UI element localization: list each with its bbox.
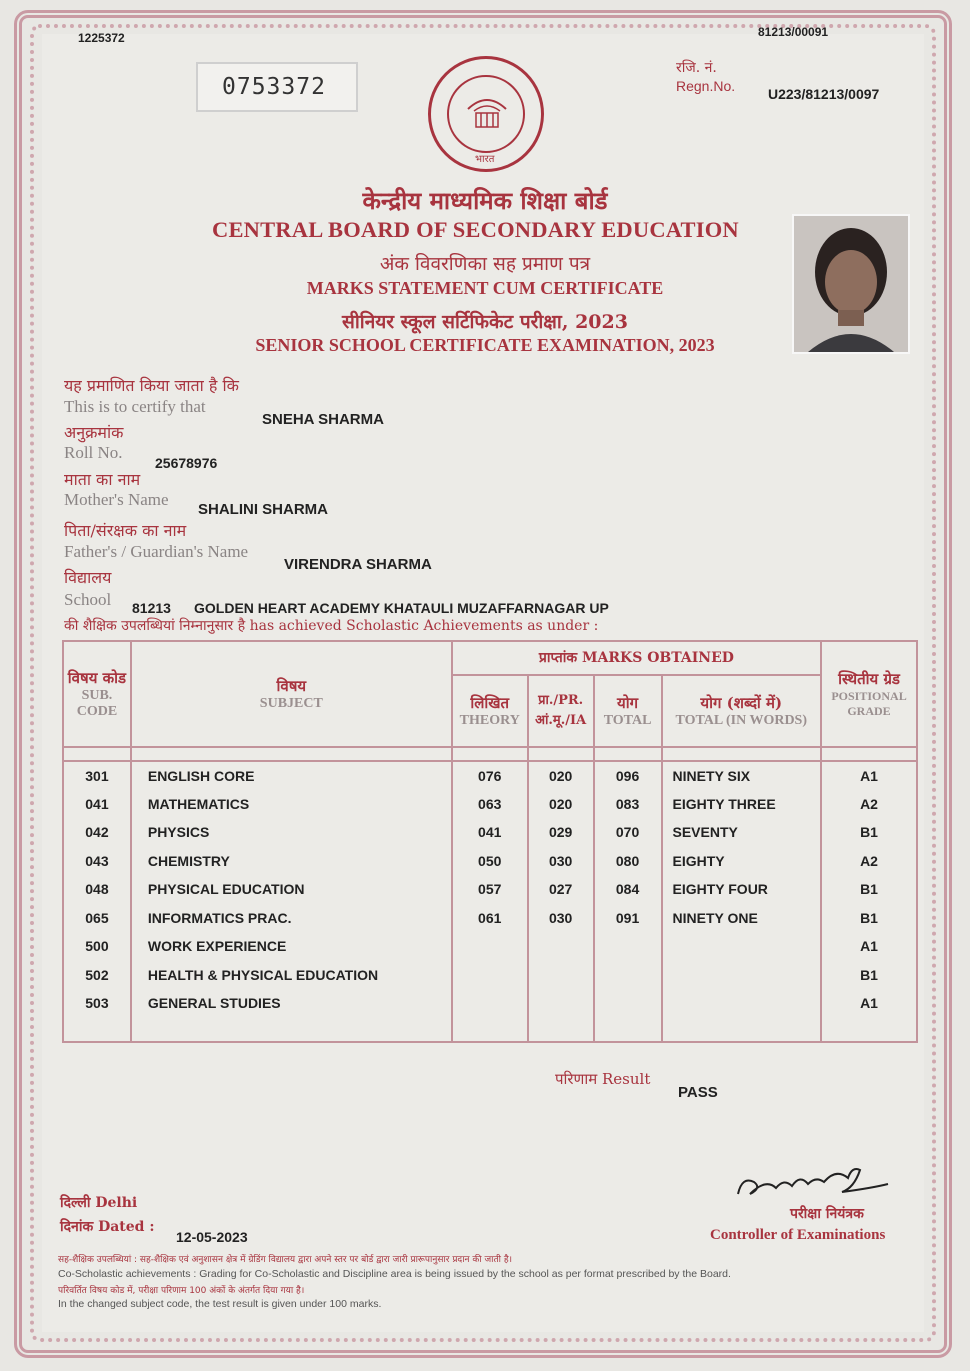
school-code: 81213 xyxy=(132,600,171,616)
roll-label-hi: अनुक्रमांक xyxy=(64,423,124,442)
grade-cell: A2 xyxy=(821,790,917,819)
grade-cell: A1 xyxy=(821,932,917,961)
header-marks-obtained xyxy=(452,641,821,675)
subject-cell: HEALTH & PHYSICAL EDUCATION xyxy=(131,961,452,990)
total-words-cell xyxy=(662,932,822,961)
practical-cell: 030 xyxy=(528,847,594,876)
subject-cell: PHYSICS xyxy=(131,818,452,847)
theory-cell xyxy=(452,932,528,961)
practical-cell: 020 xyxy=(528,761,594,790)
seal-emblem-icon xyxy=(464,89,510,135)
sub-code-cell: 503 xyxy=(63,989,131,1018)
exam-title-en: SENIOR SCHOOL CERTIFICATE EXAMINATION, 2023 xyxy=(255,335,715,355)
marks-table xyxy=(62,640,918,1043)
sub-code-cell: 502 xyxy=(63,961,131,990)
total-words-cell: SEVENTY xyxy=(662,818,822,847)
spacer-cell xyxy=(63,1018,131,1042)
table-row xyxy=(63,875,917,904)
cert-title-hi: अंक विवरणिका सह प्रमाण पत्र xyxy=(379,253,591,275)
regn-number: U223/81213/0097 xyxy=(768,86,880,102)
header-marks-label: प्राप्तांक MARKS OBTAINED xyxy=(538,650,734,666)
note-1-en: Co-Scholastic achievements : Grading for Co-Scholastic and Discipline area is being issued by the school as per format prescribed by the Board. xyxy=(58,1268,731,1280)
board-title-en: CENTRAL BOARD OF SECONDARY EDUCATION xyxy=(212,217,739,242)
controller-title-hi: परीक्षा नियंत्रक xyxy=(790,1206,864,1222)
spacer-cell xyxy=(528,1018,594,1042)
total-words-cell: NINETY SIX xyxy=(662,761,822,790)
grade-cell: B1 xyxy=(821,818,917,847)
seal-label: भारत xyxy=(475,154,495,165)
certificate-number-box xyxy=(196,62,358,112)
school-label-en: School xyxy=(64,590,112,609)
sub-code-cell: 041 xyxy=(63,790,131,819)
spacer-cell xyxy=(662,1018,822,1042)
regn-label-hi: रजि. नं. xyxy=(676,60,717,76)
theory-cell: 057 xyxy=(452,875,528,904)
spacer-cell xyxy=(821,1018,917,1042)
roll-label-en: Roll No. xyxy=(64,443,123,462)
practical-cell xyxy=(528,989,594,1018)
grade-cell: B1 xyxy=(821,875,917,904)
total-cell: 070 xyxy=(594,818,662,847)
table-row xyxy=(63,932,917,961)
controller-signature-icon xyxy=(732,1158,892,1208)
header-pr-en: आं.मू./IA xyxy=(535,713,587,728)
result-label: परिणाम Result xyxy=(555,1070,651,1088)
subject-cell: GENERAL STUDIES xyxy=(131,989,452,1018)
note-2-hi: परिवर्तित विषय कोड में, परीक्षा परिणाम 100 अंकों के अंतर्गत दिया गया है। xyxy=(58,1286,305,1296)
mother-label-hi: माता का नाम xyxy=(64,470,141,489)
subject-cell: WORK EXPERIENCE xyxy=(131,932,452,961)
header-theory-en: THEORY xyxy=(459,713,520,728)
exam-title-hi: सीनियर स्कूल सर्टिफिकेट परीक्षा, 2023 xyxy=(342,311,628,333)
subject-cell: INFORMATICS PRAC. xyxy=(131,904,452,933)
student-name: SNEHA SHARMA xyxy=(262,411,384,428)
sub-code-cell: 048 xyxy=(63,875,131,904)
theory-cell: 076 xyxy=(452,761,528,790)
total-words-cell: NINETY ONE xyxy=(662,904,822,933)
total-words-cell: EIGHTY FOUR xyxy=(662,875,822,904)
grade-cell: A1 xyxy=(821,989,917,1018)
certify-label-en: This is to certify that xyxy=(64,397,206,416)
sub-code-cell: 042 xyxy=(63,818,131,847)
grade-cell: B1 xyxy=(821,961,917,990)
certify-label-hi: यह प्रमाणित किया जाता है कि xyxy=(64,376,239,395)
table-row xyxy=(63,989,917,1018)
issue-date: 12-05-2023 xyxy=(176,1229,248,1245)
spacer-cell xyxy=(131,1018,452,1042)
dated-label: दिनांक Dated : xyxy=(60,1219,155,1235)
table-spacer-row xyxy=(63,747,917,761)
theory-cell: 041 xyxy=(452,818,528,847)
practical-cell: 030 xyxy=(528,904,594,933)
practical-cell: 020 xyxy=(528,790,594,819)
total-words-cell xyxy=(662,961,822,990)
total-cell: 091 xyxy=(594,904,662,933)
header-subject xyxy=(131,641,452,747)
practical-cell: 029 xyxy=(528,818,594,847)
school-name: GOLDEN HEART ACADEMY KHATAULI MUZAFFARNAGAR UP xyxy=(194,600,609,616)
subject-cell: MATHEMATICS xyxy=(131,790,452,819)
note-1-hi: सह-शैक्षिक उपलब्धियां : सह-शैक्षिक एवं अनुशासन क्षेत्र में ग्रेडिंग विद्यालय द्वारा अपने स्तर पर बोर्ड द्वारा जारी प्रारूपानुसार प्रदान की जाती है। xyxy=(58,1255,513,1265)
practical-cell xyxy=(528,961,594,990)
total-cell: 080 xyxy=(594,847,662,876)
board-seal-icon xyxy=(428,56,544,172)
header-grade-en2: GRADE xyxy=(847,704,891,718)
header-pr-hi: प्रा./PR. xyxy=(538,693,584,708)
subject-cell: PHYSICAL EDUCATION xyxy=(131,875,452,904)
header-practical xyxy=(528,675,594,747)
sub-code-cell: 301 xyxy=(63,761,131,790)
place-label: दिल्ली Delhi xyxy=(60,1195,138,1211)
father-label-en: Father's / Guardian's Name xyxy=(64,542,249,561)
subject-cell: CHEMISTRY xyxy=(131,847,452,876)
grade-cell: A1 xyxy=(821,761,917,790)
header-subject-hi: विषय xyxy=(276,677,307,695)
controller-title-en: Controller of Examinations xyxy=(710,1227,886,1243)
total-cell xyxy=(594,989,662,1018)
table-row xyxy=(63,790,917,819)
header-words-hi: योग (शब्दों में) xyxy=(700,694,783,712)
header-subject-en: SUBJECT xyxy=(259,696,323,711)
father-name: VIRENDRA SHARMA xyxy=(284,556,432,573)
board-title-hi: केन्द्रीय माध्यमिक शिक्षा बोर्ड xyxy=(362,186,608,215)
spacer-cell xyxy=(594,1018,662,1042)
achievement-line: की शैक्षिक उपलब्धियां निम्नानुसार है has achieved Scholastic Achievements as under : xyxy=(64,618,599,634)
practical-cell xyxy=(528,932,594,961)
header-total xyxy=(594,675,662,747)
marks-table-body xyxy=(63,747,917,1042)
table-row xyxy=(63,761,917,790)
result-value: PASS xyxy=(678,1084,718,1101)
table-row xyxy=(63,847,917,876)
header-grade-hi: स्थितीय ग्रेड xyxy=(838,670,900,688)
roll-number: 25678976 xyxy=(155,455,218,471)
header-code-en1: SUB. xyxy=(81,688,113,703)
mother-name: SHALINI SHARMA xyxy=(198,501,328,518)
father-label-hi: पिता/संरक्षक का नाम xyxy=(64,521,187,540)
header-grade xyxy=(821,641,917,747)
subject-cell: ENGLISH CORE xyxy=(131,761,452,790)
theory-cell: 050 xyxy=(452,847,528,876)
total-cell: 096 xyxy=(594,761,662,790)
practical-cell: 027 xyxy=(528,875,594,904)
total-words-cell: EIGHTY xyxy=(662,847,822,876)
header-code-en2: CODE xyxy=(76,704,118,719)
sub-code-cell: 065 xyxy=(63,904,131,933)
header-total-hi: योग xyxy=(617,694,639,712)
note-2-en: In the changed subject code, the test result is given under 100 marks. xyxy=(58,1298,382,1310)
table-header-row-1 xyxy=(63,641,917,675)
grade-cell: B1 xyxy=(821,904,917,933)
header-total-words xyxy=(662,675,822,747)
theory-cell: 061 xyxy=(452,904,528,933)
theory-cell xyxy=(452,989,528,1018)
mother-label-en: Mother's Name xyxy=(64,490,169,509)
sub-code-cell: 043 xyxy=(63,847,131,876)
grade-cell: A2 xyxy=(821,847,917,876)
total-words-cell: EIGHTY THREE xyxy=(662,790,822,819)
school-label-hi: विद्यालय xyxy=(64,568,112,587)
student-portrait-icon xyxy=(794,216,908,352)
theory-cell xyxy=(452,961,528,990)
total-cell: 084 xyxy=(594,875,662,904)
regn-label-en: Regn.No. xyxy=(676,78,736,94)
certificate-number: 0753372 xyxy=(222,74,326,100)
total-cell xyxy=(594,961,662,990)
table-row xyxy=(63,904,917,933)
serial-right: 81213/00091 xyxy=(758,25,829,39)
spacer-cell xyxy=(452,1018,528,1042)
header-words-en: TOTAL (IN WORDS) xyxy=(675,713,808,728)
header-theory-hi: लिखित xyxy=(470,694,510,712)
table-spacer-row xyxy=(63,1018,917,1042)
total-cell xyxy=(594,932,662,961)
cert-title-en: MARKS STATEMENT CUM CERTIFICATE xyxy=(306,278,664,298)
total-cell: 083 xyxy=(594,790,662,819)
sub-code-cell: 500 xyxy=(63,932,131,961)
theory-cell: 063 xyxy=(452,790,528,819)
header-total-en: TOTAL xyxy=(603,713,652,728)
student-photo xyxy=(792,214,910,354)
serial-left: 1225372 xyxy=(78,31,125,45)
header-theory xyxy=(452,675,528,747)
header-sub-code xyxy=(63,641,131,747)
total-words-cell xyxy=(662,989,822,1018)
header-grade-en1: POSITIONAL xyxy=(831,689,907,703)
table-row xyxy=(63,961,917,990)
table-row xyxy=(63,818,917,847)
header-code-hi: विषय कोड xyxy=(67,669,127,687)
